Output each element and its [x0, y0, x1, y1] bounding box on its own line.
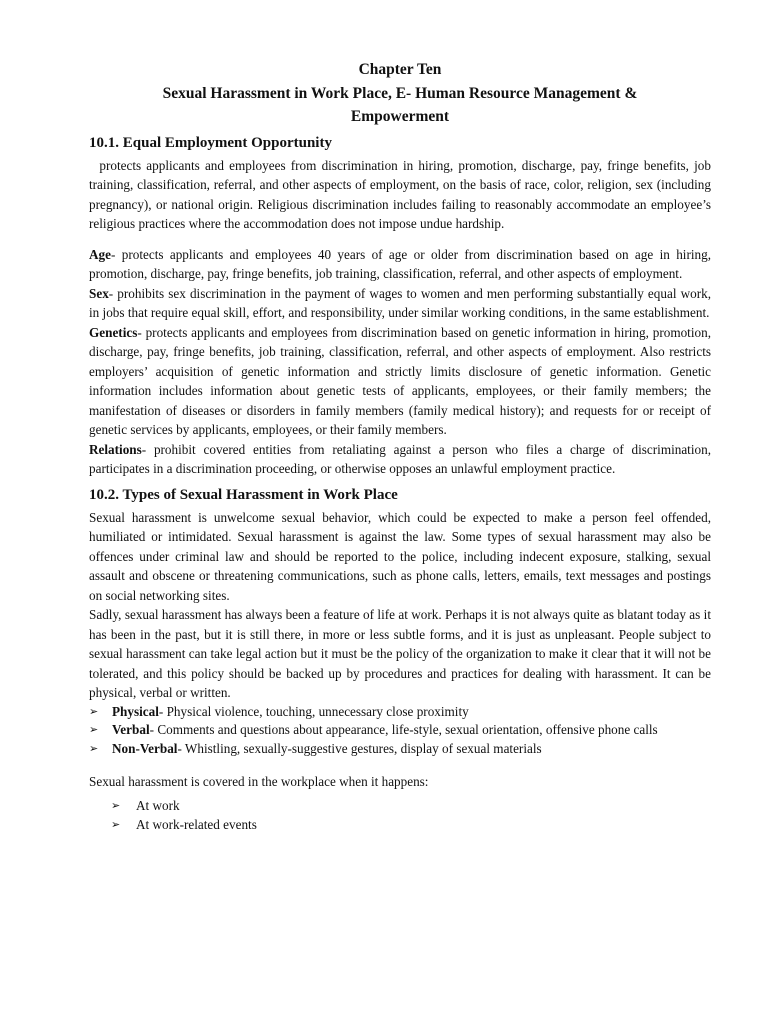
chapter-title-line-2: Empowerment	[350, 108, 450, 125]
non-verbal-term: Non-Verbal	[112, 740, 178, 756]
verbal-text: - Comments and questions about appearance, life-style, sexual orientation, offensive phone calls	[149, 722, 658, 737]
covered-intro-paragraph: Sexual harassment is covered in the workplace when it happens:	[89, 774, 429, 789]
arrow-bullet-icon: ➢	[89, 723, 99, 736]
genetics-text: - protects applicants and employees from discrimination based on genetic information in hiring, promotion, discharge, pay, fringe benefits, job training, classification, referral, and other aspects of employment. Also restricts employers’ acquisition of genetic information and strictly limits disclosure of genetic information. Genetic information includes information about genetic tests of applicants, employees, or their family members; the manifestation of diseases or disorders in family members (family medical history); and requests for or receipt of genetic services by applicants, employees, or their family members.	[89, 324, 711, 437]
harassment-definition-paragraph: Sexual harassment is unwelcome sexual behavior, which could be expected to make a person feel offended, humiliated or intimidated. Sexual harassment is against the law. Some types of sexual harassment may also be offences under criminal law and should be reported to the police, including indecent exposure, stalking, sexual assault and obscene or threatening communications, such as phone calls, letters, emails, text messages and postings on social networking sites.	[89, 509, 711, 603]
chapter-heading	[89, 58, 711, 129]
section-heading-equal-employment: 10.1. Equal Employment Opportunity	[89, 134, 332, 151]
genetics-term: Genetics	[89, 324, 138, 340]
relations-paragraph	[89, 440, 711, 479]
relations-text: - prohibit covered entities from retaliating against a person who files a charge of discrimination, participates in a discrimination proceeding, or otherwise opposes an unlawful employment practice.	[89, 441, 711, 476]
covered-at-work: At work	[136, 797, 180, 813]
covered-locations-list	[111, 796, 711, 835]
list-item-at-work	[111, 796, 711, 816]
physical-term: Physical	[112, 703, 159, 719]
list-item-physical	[89, 703, 711, 722]
physical-text: - Physical violence, touching, unnecessary close proximity	[158, 703, 469, 719]
relations-term: Relations	[89, 441, 142, 457]
harassment-workplace-paragraph: Sadly, sexual harassment has always been a feature of life at work. Perhaps it is not always quite as blatant today as it has been in the past, but it is still there, in more or less subtle forms, and it is just as unpleasant. People subject to sexual harassment can take legal action but it must be the policy of the organization to make it clear that it will not be tolerated, and this policy should be backed up by procedures and practices for dealing with harassment. It can be physical, verbal or written.	[89, 607, 711, 700]
arrow-bullet-icon: ➢	[89, 741, 99, 755]
sex-paragraph	[89, 284, 711, 323]
list-item-work-related-events	[111, 815, 711, 835]
list-item-verbal	[89, 721, 711, 740]
genetics-paragraph	[89, 323, 711, 440]
sex-text: - prohibits sex discrimination in the payment of wages to women and men performing substantially equal work, in jobs that require equal skill, effort, and responsibility, under similar working conditions, in the same establishment.	[89, 285, 711, 320]
arrow-bullet-icon: ➢	[89, 704, 99, 718]
age-paragraph	[89, 245, 711, 284]
chapter-title-line-1: Sexual Harassment in Work Place, E- Human Resource Management &	[162, 84, 638, 102]
arrow-bullet-icon: ➢	[111, 818, 121, 831]
non-verbal-text: - Whistling, sexually-suggestive gestures, display of sexual materials	[177, 740, 542, 756]
sex-term: Sex	[89, 285, 109, 301]
covered-work-events: At work-related events	[136, 817, 257, 832]
eeo-intro-paragraph	[89, 156, 711, 234]
list-item-non-verbal	[89, 740, 711, 759]
arrow-bullet-icon: ➢	[111, 798, 121, 812]
verbal-term: Verbal	[112, 722, 150, 737]
age-text: - protects applicants and employees 40 years of age or older from discrimination based on age in hiring, promotion, discharge, pay, fringe benefits, job training, classification, referral, and other aspects of employment.	[89, 246, 711, 281]
chapter-number: Chapter Ten	[358, 61, 442, 78]
eeo-intro-text: protects applicants and employees from discrimination in hiring, promotion, discharge, pay, fringe benefits, job training, classification, referral, and other aspects of employment, on the basis of race, color, religion, sex (including pregnancy), or national origin. Religious discrimination includes failing to reasonably accommodate an employee’s religious practices where the accommodation does not impose undue hardship.	[89, 157, 711, 231]
harassment-types-list	[89, 703, 711, 759]
age-term: Age	[89, 246, 111, 262]
section-heading-types-of-harassment: 10.2. Types of Sexual Harassment in Work Place	[89, 486, 398, 503]
